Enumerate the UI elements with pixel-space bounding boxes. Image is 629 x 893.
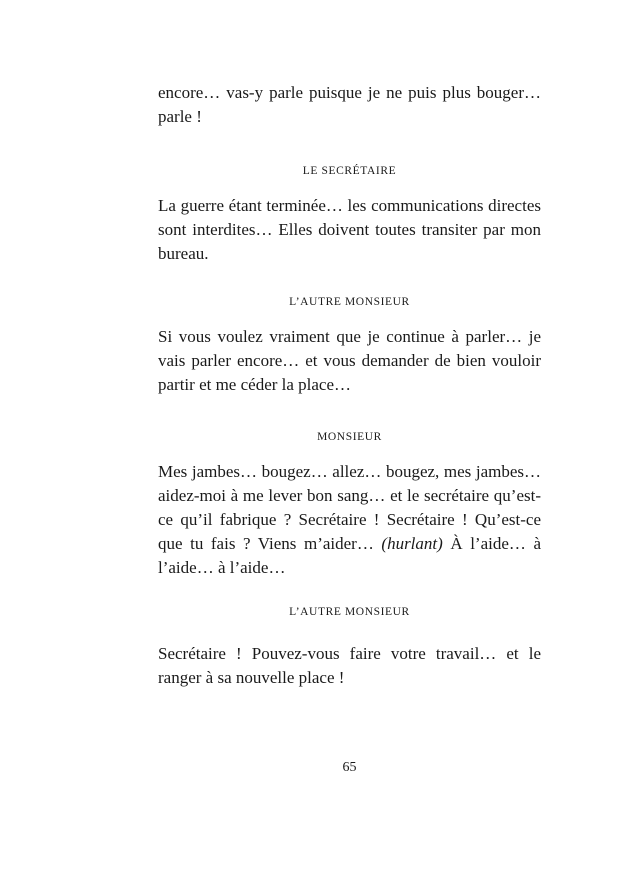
dialogue-text-continued: À l’aide… à l’aide… à l’aide… bbox=[158, 534, 541, 577]
speaker-name: LE SECRÉTAIRE bbox=[302, 165, 397, 177]
page-number: 65 bbox=[342, 760, 357, 775]
speaker-name: L’AUTRE MONSIEUR bbox=[289, 606, 410, 618]
speaker-name: MONSIEUR bbox=[317, 431, 382, 443]
dialogue-paragraph: Secrétaire ! Pouvez-vous faire votre travail… et le ranger à sa nouvelle place ! bbox=[158, 644, 541, 687]
dialogue-paragraph: encore… vas-y parle puisque je ne puis plus bouger… parle ! bbox=[158, 83, 541, 126]
dialogue-paragraph: Si vous voulez vraiment que je continue à parler… je vais parler encore… et vous demander de bien vouloir partir et me céder la place… bbox=[158, 327, 541, 394]
dialogue-paragraph bbox=[158, 460, 541, 580]
stage-direction: (hurlant) bbox=[381, 534, 443, 553]
speaker-name: L’AUTRE MONSIEUR bbox=[289, 296, 410, 308]
dialogue-paragraph: La guerre étant terminée… les communications directes sont interdites… Elles doivent toutes transiter par mon bureau. bbox=[158, 196, 541, 263]
dialogue-text: Mes jambes… bougez… allez… bougez, mes jambes… aidez-moi à me lever bon sang… et le secrétaire qu’est-ce qu’il fabrique ? Secrétaire ! Secrétaire ! Qu’est-ce que tu fais ? Viens m’aider… bbox=[158, 462, 541, 553]
